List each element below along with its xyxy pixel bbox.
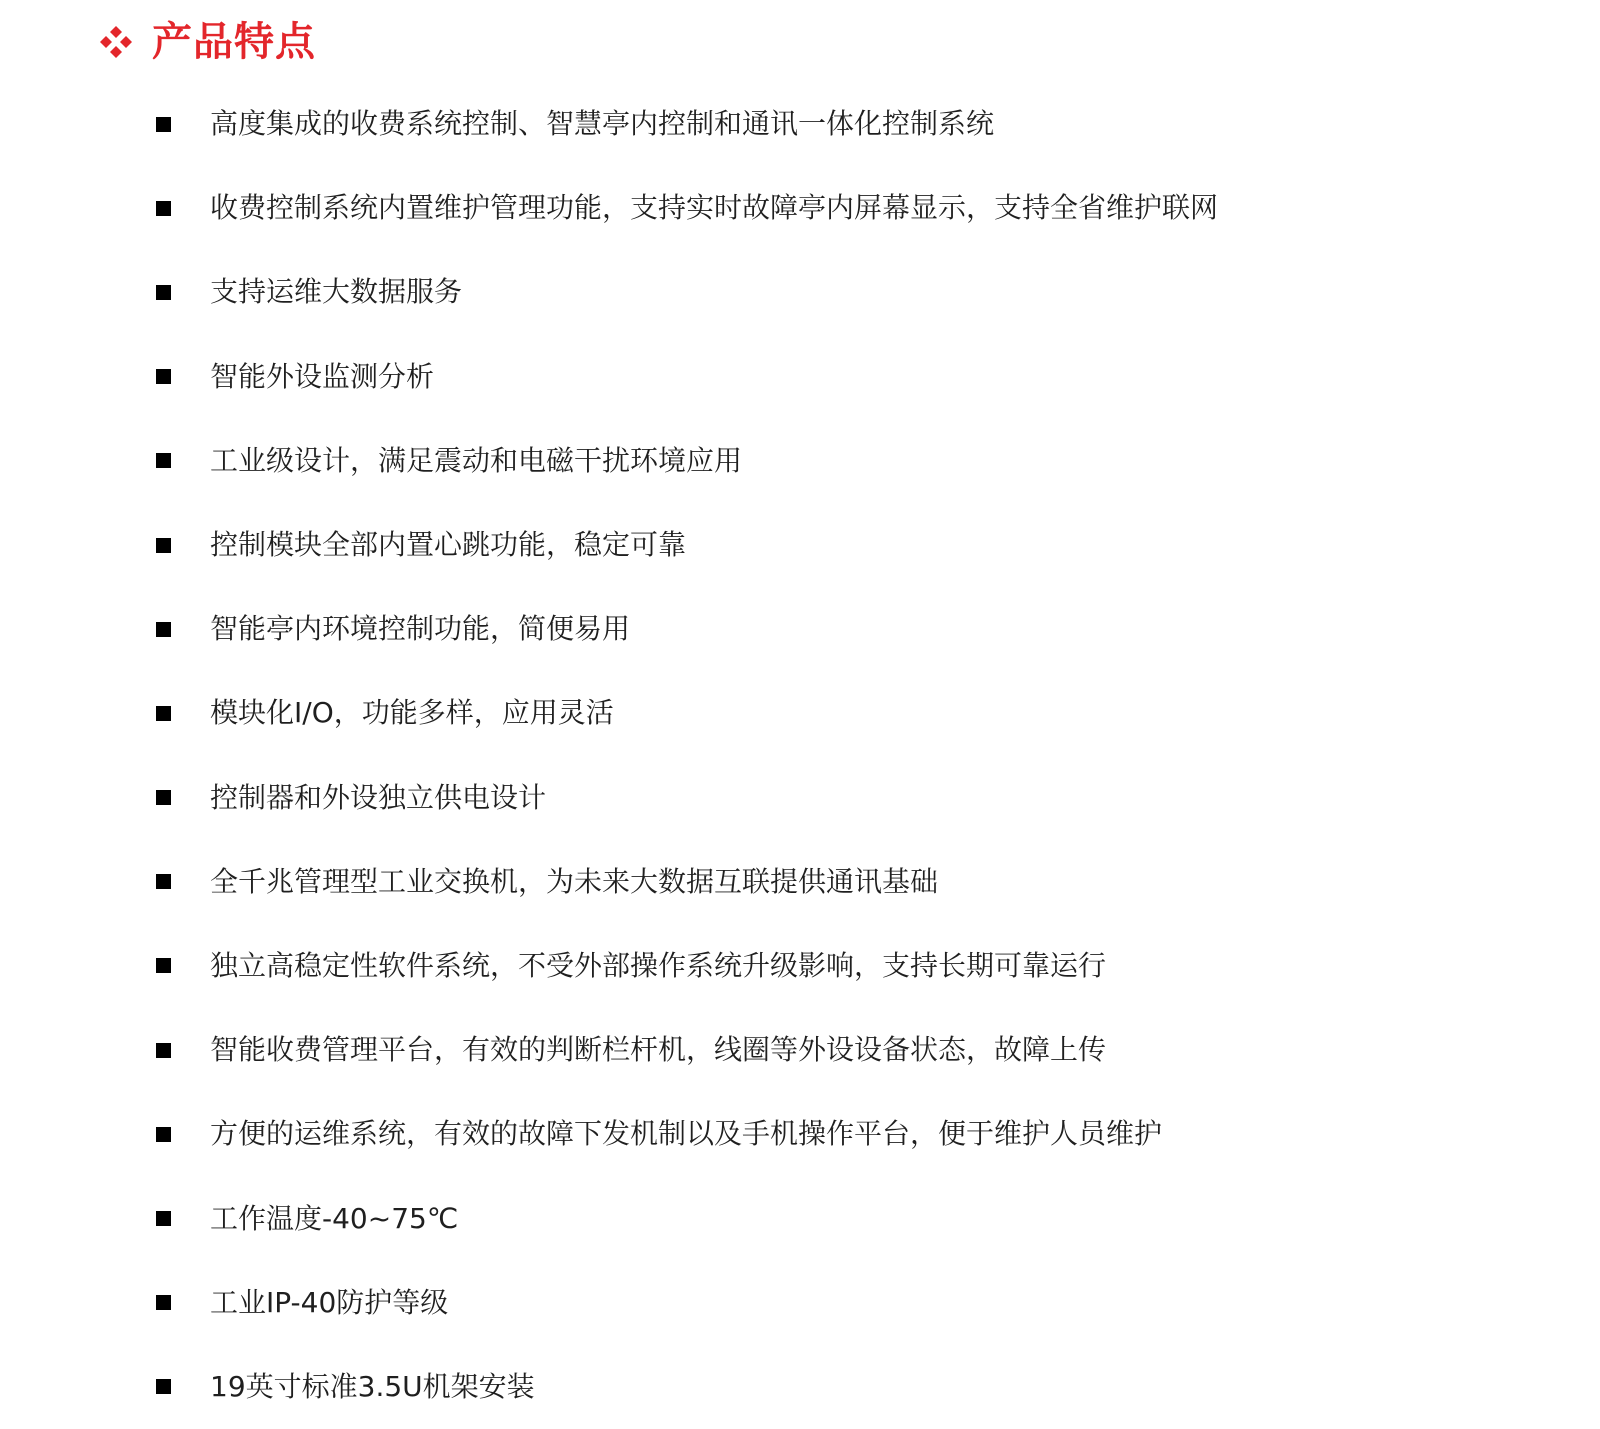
feature-item — [0, 1008, 1600, 1092]
feature-text: 支持运维大数据服务 — [210, 275, 463, 309]
section-title: 产品特点 — [152, 19, 316, 65]
feature-text: 全千兆管理型工业交换机，为未来大数据互联提供通讯基础 — [210, 864, 939, 898]
feature-text: 模块化I/O，功能多样，应用灵活 — [210, 696, 614, 730]
square-bullet-icon — [156, 117, 171, 132]
feature-list — [0, 82, 1600, 1429]
feature-item — [0, 503, 1600, 587]
feature-text: 智能外设监测分析 — [210, 359, 435, 393]
feature-text: 工作温度-40~75℃ — [210, 1201, 459, 1235]
feature-text: 收费控制系统内置维护管理功能，支持实时故障亭内屏幕显示，支持全省维护联网 — [210, 191, 1219, 225]
square-bullet-icon — [156, 1295, 171, 1310]
feature-text: 智能收费管理平台，有效的判断栏杆机，线圈等外设设备状态，故障上传 — [210, 1033, 1107, 1067]
feature-text: 控制模块全部内置心跳功能，稳定可靠 — [210, 528, 687, 562]
feature-item — [0, 250, 1600, 334]
square-bullet-icon — [156, 958, 171, 973]
section-heading — [98, 14, 316, 70]
feature-item — [0, 671, 1600, 755]
square-bullet-icon — [156, 369, 171, 384]
square-bullet-icon — [156, 790, 171, 805]
feature-text: 高度集成的收费系统控制、智慧亭内控制和通讯一体化控制系统 — [210, 107, 995, 141]
feature-item — [0, 1176, 1600, 1260]
square-bullet-icon — [156, 1379, 171, 1394]
diamond-bullet-icon — [98, 24, 134, 60]
feature-item — [0, 924, 1600, 1008]
feature-item — [0, 419, 1600, 503]
square-bullet-icon — [156, 1211, 171, 1226]
square-bullet-icon — [156, 538, 171, 553]
feature-item — [0, 756, 1600, 840]
feature-text: 工业级设计，满足震动和电磁干扰环境应用 — [210, 443, 743, 477]
feature-text: 工业IP-40防护等级 — [210, 1285, 449, 1319]
feature-item — [0, 587, 1600, 671]
feature-item — [0, 1261, 1600, 1345]
feature-item — [0, 82, 1600, 166]
feature-text: 独立高稳定性软件系统，不受外部操作系统升级影响，支持长期可靠运行 — [210, 948, 1107, 982]
square-bullet-icon — [156, 622, 171, 637]
feature-text: 智能亭内环境控制功能，简便易用 — [210, 612, 631, 646]
square-bullet-icon — [156, 1127, 171, 1142]
feature-text: 控制器和外设独立供电设计 — [210, 780, 547, 814]
feature-item — [0, 1345, 1600, 1429]
feature-item — [0, 1092, 1600, 1176]
square-bullet-icon — [156, 201, 171, 216]
square-bullet-icon — [156, 285, 171, 300]
square-bullet-icon — [156, 453, 171, 468]
feature-item — [0, 840, 1600, 924]
feature-text: 方便的运维系统，有效的故障下发机制以及手机操作平台，便于维护人员维护 — [210, 1117, 1163, 1151]
square-bullet-icon — [156, 1043, 171, 1058]
feature-item — [0, 166, 1600, 250]
square-bullet-icon — [156, 874, 171, 889]
square-bullet-icon — [156, 706, 171, 721]
feature-text: 19英寸标准3.5U机架安装 — [210, 1369, 535, 1403]
feature-item — [0, 335, 1600, 419]
